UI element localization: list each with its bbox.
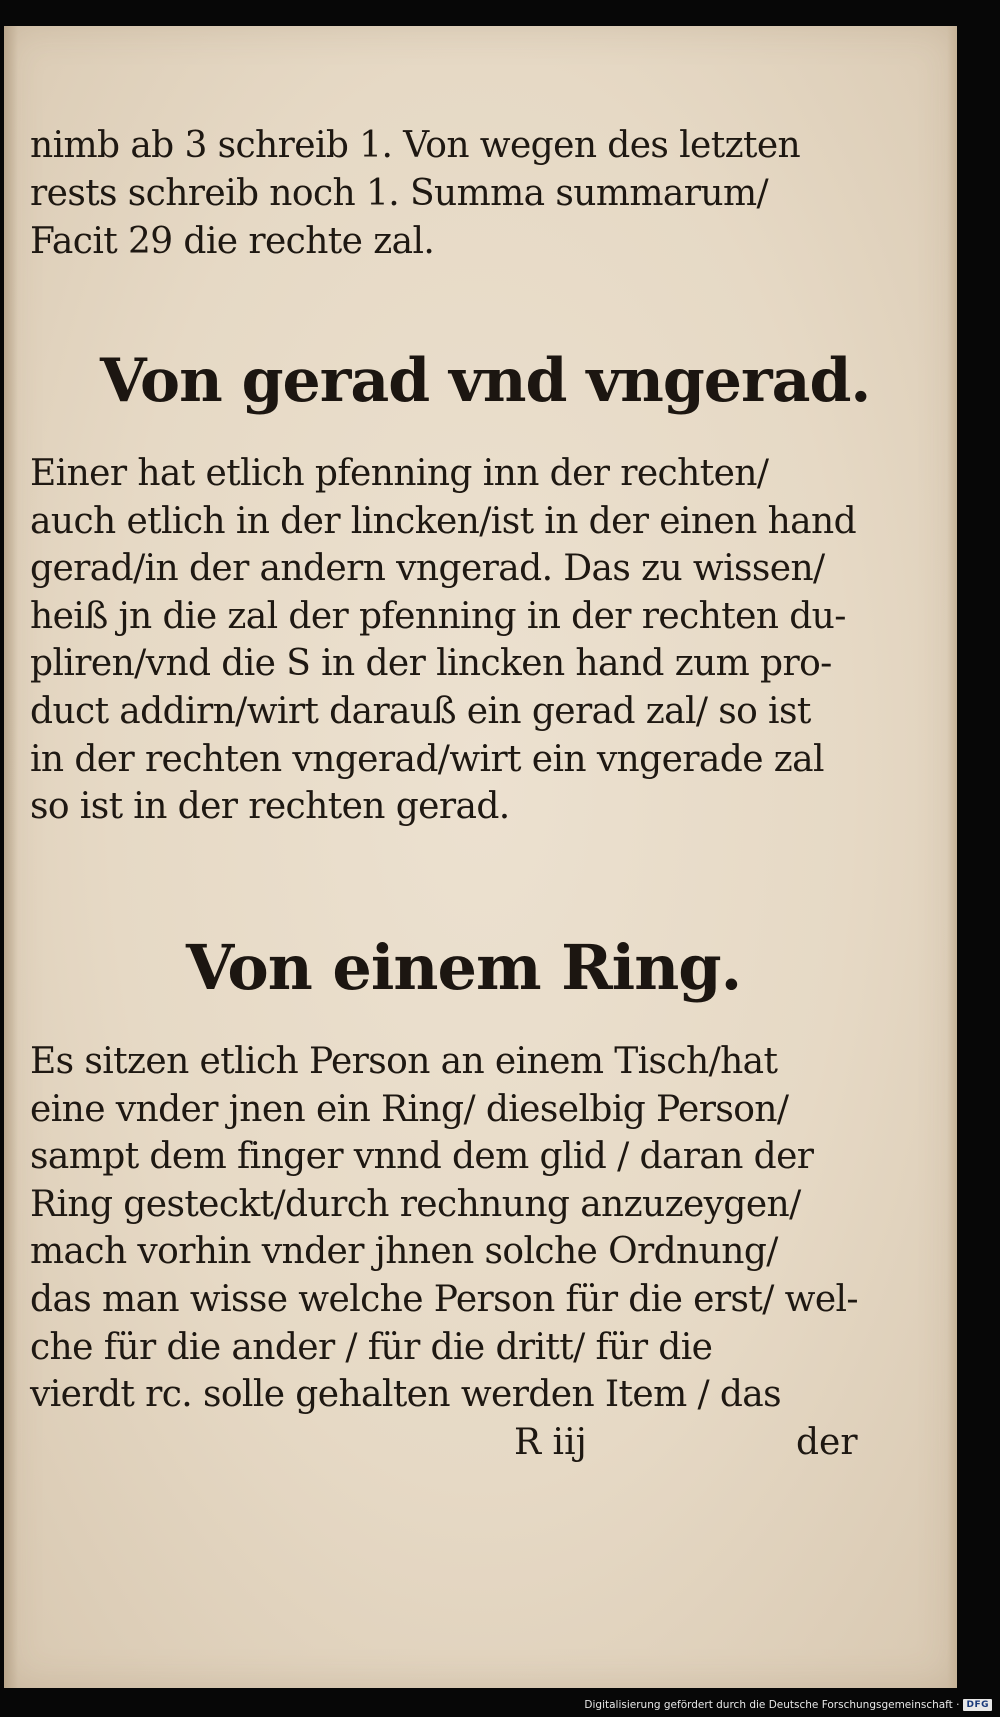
text-line: in der rechten vngerad/wirt ein vngerade zal: [30, 738, 824, 780]
text-line: duct addirn/wirt darauß ein gerad zal/ so ist: [30, 690, 811, 732]
text-line: rests schreib noch 1. Summa summarum/: [30, 173, 769, 214]
top-text-block: [30, 122, 880, 266]
text-line: che für die ander / für die dritt/ für die: [30, 1326, 713, 1368]
catchword: der: [796, 1422, 858, 1463]
section-heading-ring: Von einem Ring.: [186, 931, 742, 1004]
text-line: vierdt rc. solle gehalten werden Item / das: [30, 1374, 782, 1416]
text-line: Es sitzen etlich Person an einem Tisch/hat: [30, 1041, 778, 1082]
text-line: das man wisse welche Person für die erst/ wel-: [30, 1278, 858, 1320]
text-line: nimb ab 3 schreib 1. Von wegen des letzten: [30, 125, 801, 166]
text-line: Ring gesteckt/durch rechnung anzuzeygen/: [30, 1183, 801, 1225]
footer-text: Digitalisierung gefördert durch die Deutsche Forschungsgemeinschaft ·: [584, 1699, 960, 1711]
text-line: so ist in der rechten gerad.: [30, 786, 510, 828]
text-line: heiß jn die zal der pfenning in der rechten du-: [30, 595, 846, 637]
text-line: sampt dem finger vnnd dem glid / daran der: [30, 1136, 814, 1178]
text-line: pliren/vnd die S in der lincken hand zum pro-: [30, 643, 832, 685]
text-line: mach vorhin vnder jhnen solche Ordnung/: [30, 1231, 778, 1273]
text-line: auch etlich in der lincken/ist in der einen hand: [30, 500, 857, 542]
section-heading-gerad: Von gerad vnd vngerad.: [100, 346, 871, 416]
dfg-logo-icon: DFG: [963, 1699, 992, 1711]
text-line: gerad/in der andern vngerad. Das zu wissen/: [30, 548, 825, 590]
paragraph-gerad: [30, 450, 880, 831]
footer-credit: [584, 1697, 992, 1713]
book-page: [4, 26, 957, 1688]
text-line: Einer hat etlich pfenning inn der rechten/: [30, 453, 769, 494]
text-line: Facit 29 die rechte zal.: [30, 221, 435, 262]
signature-mark: R iij: [514, 1422, 587, 1463]
paragraph-ring: [30, 1038, 880, 1419]
text-line: eine vnder jnen ein Ring/ dieselbig Person/: [30, 1088, 789, 1130]
